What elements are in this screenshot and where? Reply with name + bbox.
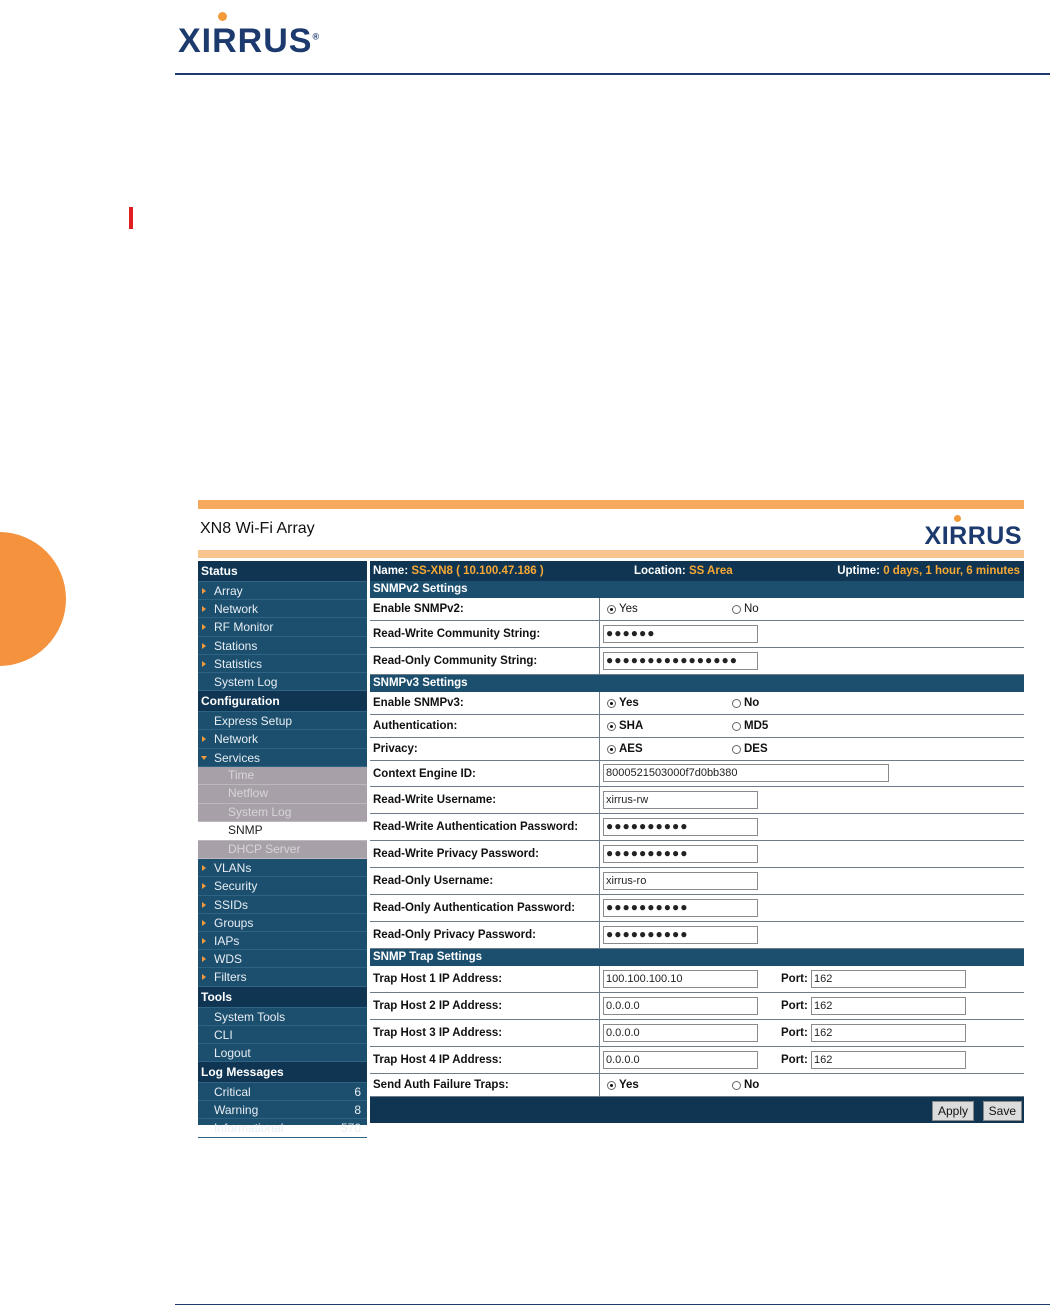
action-bar	[370, 1097, 1024, 1123]
arrow-right-icon	[202, 938, 206, 944]
trap-host-2-ip-input[interactable]: 0.0.0.0	[603, 997, 758, 1015]
auth-fail-yes-radio[interactable]	[607, 1079, 639, 1091]
nav-item-critical[interactable]	[198, 1083, 367, 1101]
trap-host-1-port-input[interactable]: 162	[811, 970, 966, 988]
field-label: Trap Host 3 IP Address:	[373, 1027, 503, 1039]
field-cell	[599, 993, 1025, 1019]
field-cell	[599, 648, 1025, 674]
arrow-right-icon	[202, 865, 206, 871]
field-cell	[599, 1047, 1025, 1073]
field-label: Read-Write Username:	[373, 794, 497, 806]
nav-item-cli[interactable]	[198, 1026, 367, 1044]
auth-md5-radio[interactable]	[732, 720, 768, 732]
radio-on-icon	[607, 1081, 616, 1090]
nav-item-logout[interactable]	[198, 1044, 367, 1062]
nav-label: SSIDs	[214, 897, 249, 912]
nav-label: IAPs	[214, 933, 240, 948]
nav-label: Network	[214, 602, 259, 617]
nav-item-express-setup[interactable]	[198, 712, 367, 730]
row-privacy	[370, 738, 1024, 761]
snmp-settings-panel	[370, 561, 1024, 1125]
radio-off-icon	[732, 745, 741, 754]
chapter-tab	[0, 532, 66, 666]
row-rw-privacy-password	[370, 841, 1024, 868]
field-cell	[599, 598, 1025, 620]
radio-on-icon	[607, 605, 616, 614]
nav-label: CLI	[214, 1027, 233, 1042]
field-cell	[599, 868, 1025, 894]
status-location-value: SS Area	[688, 565, 733, 577]
field-label: Read-Write Authentication Password:	[373, 821, 579, 833]
port-label: Port:	[781, 1027, 808, 1039]
field-cell	[599, 761, 1025, 786]
nav-label: Informational	[214, 1121, 284, 1136]
radio-off-icon	[732, 722, 741, 731]
nav-item-vlans[interactable]	[198, 859, 367, 877]
nav-label: WDS	[214, 952, 242, 967]
nav-label: Filters	[214, 970, 247, 985]
change-bar	[129, 207, 133, 229]
nav-label: Groups	[214, 915, 254, 930]
field-cell	[599, 1074, 1025, 1096]
field-cell	[599, 692, 1025, 714]
radio-off-icon	[732, 1081, 741, 1090]
field-label: Enable SNMPv2:	[373, 603, 464, 615]
nav-item-system-tools[interactable]	[198, 1008, 367, 1026]
rw-privacy-password-input[interactable]: ●●●●●●●●●●	[603, 845, 758, 863]
status-uptime-label: Uptime:	[837, 565, 881, 577]
nav-item-system-log[interactable]	[198, 673, 367, 691]
status-location	[634, 561, 733, 581]
radio-label: Yes	[619, 603, 638, 615]
save-button[interactable]: Save	[983, 1101, 1022, 1121]
arrow-right-icon	[202, 956, 206, 962]
xirrus-logo-text: XIRRUS	[178, 22, 313, 60]
field-cell	[599, 814, 1025, 840]
field-label: Trap Host 4 IP Address:	[373, 1054, 503, 1066]
trap-host-3-port-input[interactable]: 162	[811, 1024, 966, 1042]
radio-off-icon	[732, 699, 741, 708]
nav-item-informational[interactable]	[198, 1119, 367, 1137]
row-trap-host-3	[370, 1020, 1024, 1047]
nav-label: Array	[214, 584, 243, 598]
count-badge: 8	[354, 1103, 361, 1118]
nav-label: VLANs	[214, 861, 252, 876]
app-logo-text: XIRRUS	[924, 522, 1022, 550]
port-label: Port:	[781, 1000, 808, 1012]
nav-sub-snmp[interactable]: SNMP	[198, 822, 367, 841]
arrow-right-icon	[202, 588, 206, 594]
header-rule	[175, 73, 1050, 75]
status-bar	[370, 561, 1024, 581]
port-label: Port:	[781, 973, 808, 985]
radio-label: Yes	[619, 697, 639, 709]
field-label: Trap Host 1 IP Address:	[373, 973, 503, 985]
logo-mark: ®	[312, 31, 321, 42]
nav-label: Security	[214, 879, 258, 894]
field-label: Enable SNMPv3:	[373, 697, 464, 709]
nav-item-config-network[interactable]	[198, 730, 367, 748]
nav-item-security[interactable]	[198, 877, 367, 895]
ro-community-input[interactable]: ●●●●●●●●●●●●●●●●	[603, 652, 758, 670]
row-rw-auth-password	[370, 814, 1024, 841]
context-engine-id-input[interactable]: 8000521503000f7d0bb380	[603, 764, 889, 782]
nav-header-configuration[interactable]: Configuration	[198, 691, 367, 712]
row-rw-community	[370, 621, 1024, 648]
apply-button[interactable]: Apply	[932, 1101, 974, 1121]
row-trap-host-2	[370, 993, 1024, 1020]
field-label: Read-Write Community String:	[373, 628, 541, 640]
row-trap-host-1	[370, 966, 1024, 993]
field-cell	[599, 715, 1025, 737]
snmpv2-no-radio[interactable]	[732, 603, 759, 615]
row-enable-snmpv2	[370, 598, 1024, 621]
radio-label: DES	[744, 743, 768, 755]
top-bar	[198, 500, 1024, 509]
row-context-engine-id	[370, 761, 1024, 787]
rw-auth-password-input[interactable]: ●●●●●●●●●●	[603, 818, 758, 836]
nav-label: Services	[214, 750, 261, 765]
field-label: Privacy:	[373, 743, 418, 755]
auth-fail-no-radio[interactable]	[732, 1079, 759, 1091]
row-ro-username	[370, 868, 1024, 895]
nav-sub-system-log[interactable]: System Log	[198, 804, 367, 823]
snmpv2-yes-radio[interactable]	[607, 603, 638, 615]
row-rw-username	[370, 787, 1024, 814]
nav-item-rf-monitor[interactable]	[198, 618, 367, 636]
arrow-right-icon	[202, 736, 206, 742]
nav-item-ssids[interactable]	[198, 896, 367, 914]
radio-label: MD5	[744, 720, 769, 732]
row-ro-auth-password	[370, 895, 1024, 922]
nav-label: Stations	[214, 638, 258, 653]
field-label: Send Auth Failure Traps:	[373, 1079, 509, 1091]
status-name-value: SS-XN8 ( 10.100.47.186 )	[411, 565, 544, 577]
nav-item-statistics[interactable]	[198, 655, 367, 673]
nav-item-services[interactable]	[198, 749, 367, 767]
port-label: Port:	[781, 1054, 808, 1066]
field-cell	[599, 966, 1025, 992]
field-cell	[599, 621, 1025, 647]
trap-host-4-ip-input[interactable]: 0.0.0.0	[603, 1051, 758, 1069]
snmpv3-no-radio[interactable]	[732, 697, 759, 709]
nav-item-warning[interactable]	[198, 1101, 367, 1119]
nav-label: Statistics	[214, 656, 263, 671]
nav-sub-dhcp-server[interactable]: DHCP Server	[198, 841, 367, 860]
row-ro-privacy-password	[370, 922, 1024, 949]
nav-label: Warning	[214, 1103, 259, 1118]
radio-label: Yes	[619, 1079, 639, 1091]
arrow-down-icon	[201, 756, 207, 760]
web-ui-window	[198, 500, 1024, 1136]
nav-sub-netflow[interactable]: Netflow	[198, 785, 367, 804]
row-auth-failure-traps	[370, 1074, 1024, 1097]
field-label: Read-Only Username:	[373, 875, 494, 887]
trap-host-1-ip-input[interactable]: 100.100.100.10	[603, 970, 758, 988]
privacy-des-radio[interactable]	[732, 743, 768, 755]
section-snmpv3: SNMPv3 Settings	[370, 675, 1024, 692]
auth-sha-radio[interactable]	[607, 720, 643, 732]
nav-header-tools[interactable]: Tools	[198, 987, 367, 1008]
arrow-right-icon	[202, 974, 206, 980]
ro-privacy-password-input[interactable]: ●●●●●●●●●●	[603, 926, 758, 944]
field-label: Trap Host 2 IP Address:	[373, 1000, 503, 1012]
nav-item-stations[interactable]	[198, 637, 367, 655]
field-cell	[599, 738, 1025, 760]
rw-community-input[interactable]: ●●●●●●	[603, 625, 758, 643]
nav-item-groups[interactable]	[198, 914, 367, 932]
rw-username-input[interactable]: xirrus-rw	[603, 791, 758, 809]
radio-label: No	[744, 697, 760, 709]
status-name-label: Name:	[373, 565, 409, 577]
arrow-right-icon	[202, 624, 206, 630]
nav-label: System Tools	[214, 1009, 286, 1024]
count-badge: 6	[354, 1085, 361, 1100]
footer-rule	[175, 1304, 1050, 1305]
arrow-right-icon	[202, 606, 206, 612]
field-cell	[599, 1020, 1025, 1046]
status-location-label: Location:	[634, 565, 686, 577]
arrow-right-icon	[202, 920, 206, 926]
field-label: Read-Only Community String:	[373, 655, 538, 667]
field-cell	[599, 895, 1025, 921]
app-title: XN8 Wi-Fi Array	[200, 520, 315, 537]
nav-label: RF Monitor	[214, 620, 274, 635]
snmpv3-yes-radio[interactable]	[607, 697, 639, 709]
radio-label: SHA	[619, 720, 644, 732]
field-label: Context Engine ID:	[373, 767, 476, 780]
radio-on-icon	[607, 722, 616, 731]
nav-label: Network	[214, 732, 259, 747]
nav-item-array[interactable]	[198, 582, 367, 600]
status-uptime-value: 0 days, 1 hour, 6 minutes	[883, 565, 1020, 577]
nav-label: System Log	[214, 674, 278, 689]
radio-off-icon	[732, 605, 741, 614]
trap-host-2-port-input[interactable]: 162	[811, 997, 966, 1015]
row-ro-community	[370, 648, 1024, 675]
radio-label: AES	[619, 743, 643, 755]
privacy-aes-radio[interactable]	[607, 743, 643, 755]
title-rule	[198, 550, 1024, 558]
trap-host-3-ip-input[interactable]: 0.0.0.0	[603, 1024, 758, 1042]
arrow-right-icon	[202, 902, 206, 908]
field-label: Read-Only Authentication Password:	[373, 902, 576, 914]
nav-header-log-messages[interactable]: Log Messages	[198, 1062, 367, 1083]
nav-label: Logout	[214, 1045, 251, 1060]
field-cell	[599, 841, 1025, 867]
nav-label: Express Setup	[214, 714, 293, 729]
radio-label: No	[744, 1079, 760, 1091]
status-name	[373, 561, 544, 581]
arrow-right-icon	[202, 643, 206, 649]
field-label: Read-Write Privacy Password:	[373, 848, 539, 860]
field-label: Authentication:	[373, 720, 458, 732]
status-uptime	[837, 561, 1020, 581]
ro-auth-password-input[interactable]: ●●●●●●●●●●	[603, 899, 758, 917]
nav-item-network[interactable]	[198, 600, 367, 618]
ro-username-input[interactable]: xirrus-ro	[603, 872, 758, 890]
radio-label: No	[744, 603, 759, 615]
field-cell	[599, 922, 1025, 948]
nav-item-iaps[interactable]	[198, 932, 367, 950]
field-label: Read-Only Privacy Password:	[373, 929, 536, 941]
nav-label: Critical	[214, 1085, 251, 1100]
section-snmpv2: SNMPv2 Settings	[370, 581, 1024, 598]
section-trap: SNMP Trap Settings	[370, 949, 1024, 966]
arrow-right-icon	[202, 661, 206, 667]
row-authentication	[370, 715, 1024, 738]
radio-on-icon	[607, 699, 616, 708]
trap-host-4-port-input[interactable]: 162	[811, 1051, 966, 1069]
sidebar-nav	[198, 561, 367, 1136]
nav-item-wds[interactable]	[198, 950, 367, 968]
nav-header-status[interactable]: Status	[198, 561, 367, 582]
nav-item-filters[interactable]	[198, 968, 367, 986]
count-badge: 570	[340, 1121, 361, 1136]
row-trap-host-4	[370, 1047, 1024, 1074]
radio-on-icon	[607, 745, 616, 754]
row-enable-snmpv3	[370, 692, 1024, 715]
arrow-right-icon	[202, 883, 206, 889]
field-cell	[599, 787, 1025, 813]
xirrus-logo	[178, 22, 320, 61]
app-logo	[925, 522, 1022, 551]
nav-sub-time[interactable]: Time	[198, 767, 367, 786]
